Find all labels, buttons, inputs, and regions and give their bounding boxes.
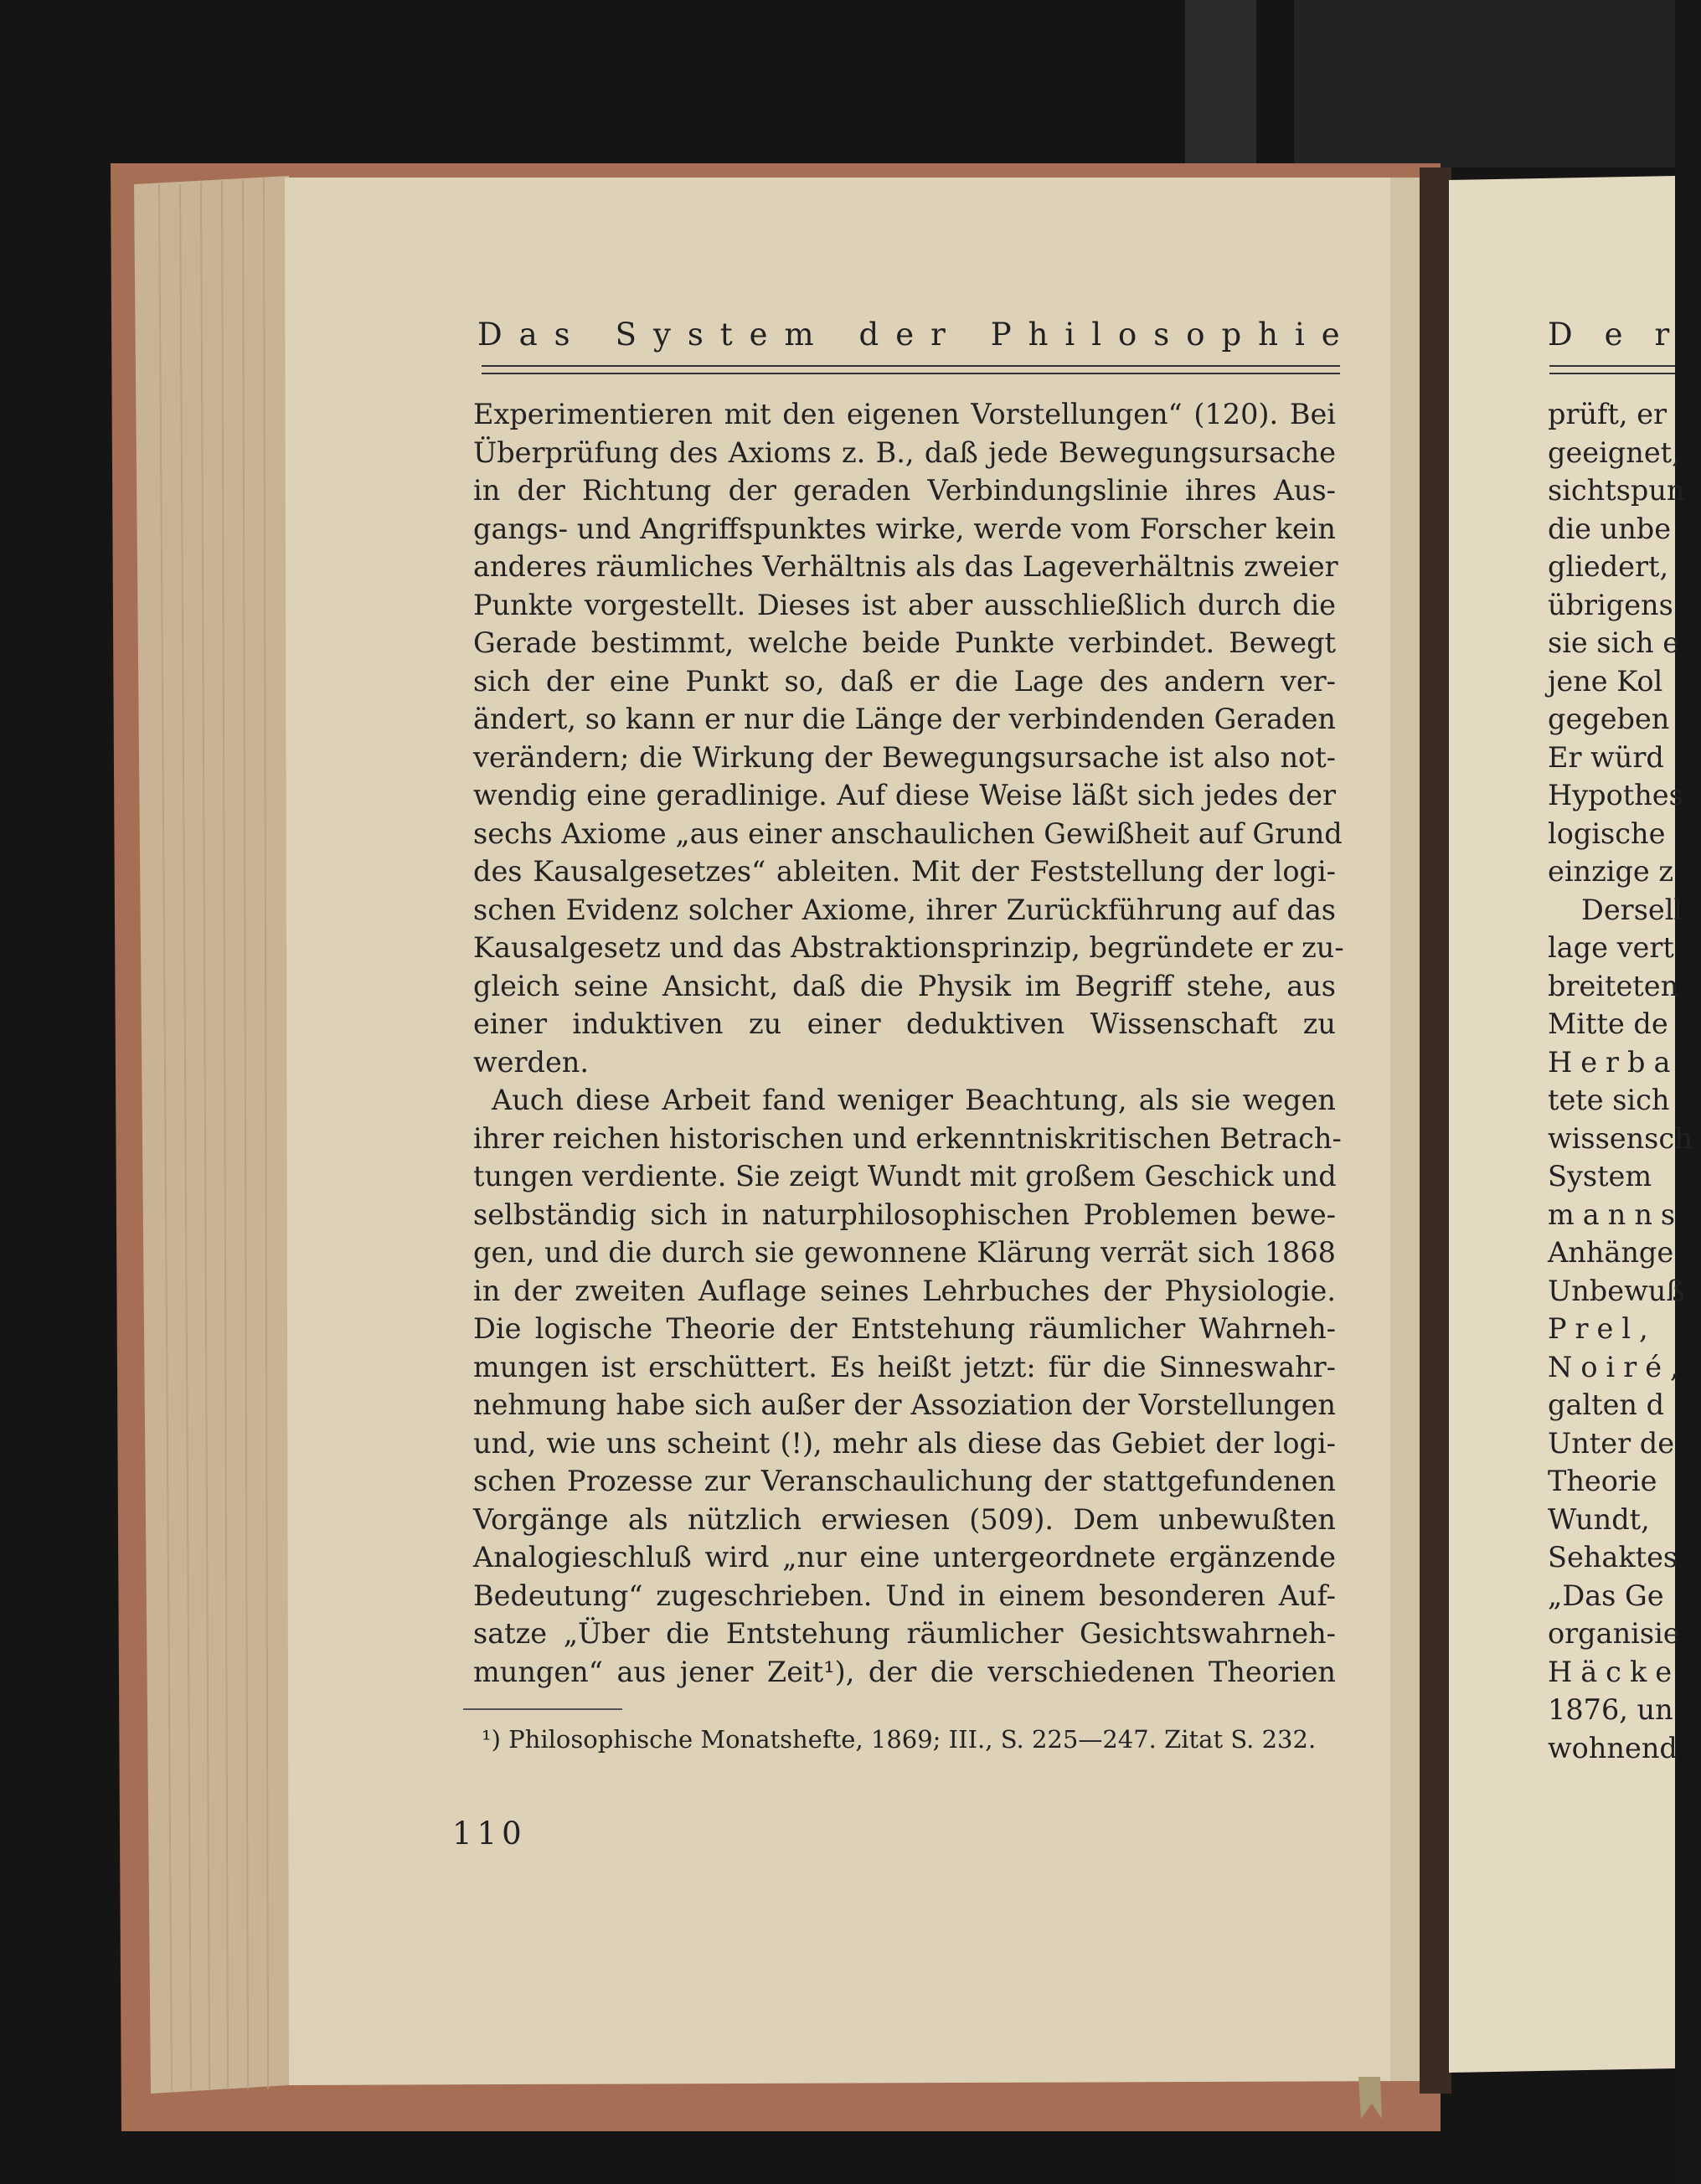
running-head-letter: y — [652, 317, 671, 353]
text-line: wohnend — [1548, 1731, 1678, 1764]
text-line: gliedert, — [1548, 550, 1669, 583]
text-line: übrigens — [1548, 588, 1673, 621]
running-head-letter: s — [687, 317, 704, 353]
book-gutter — [1420, 167, 1451, 2094]
running-head — [477, 317, 1340, 367]
text-line: wissensch — [1548, 1121, 1693, 1155]
text-line: sechs Axiome „aus einer anschaulichen Gewißheit auf Grund — [473, 816, 1343, 850]
running-head-letter: D — [477, 317, 503, 353]
running-head-letter: e — [749, 317, 768, 353]
text-line: Häcke — [1548, 1655, 1681, 1688]
text-line: tete sich — [1548, 1084, 1670, 1116]
text-line: wendig eine geradlinige. Auf diese Weise läßt sich jedes der — [473, 779, 1336, 811]
text-line: lage vert — [1548, 931, 1674, 964]
running-head-letter: p — [1221, 317, 1242, 353]
text-line: Die logische Theorie der Entstehung räumlicher Wahrneh- — [473, 1312, 1336, 1345]
text-line: Er würd — [1548, 740, 1664, 774]
running-head-letter: m — [784, 317, 814, 353]
text-line: verändern; die Wirkung der Bewegungsursache ist also not- — [473, 740, 1336, 774]
text-line: Vorgänge als nützlich erwiesen (509). Dem unbewußten — [473, 1502, 1336, 1536]
running-head-letter: s — [554, 317, 570, 353]
text-line: gleich seine Ansicht, daß die Physik im Begriff stehe, aus — [473, 969, 1336, 1002]
running-head-letter: t — [719, 317, 733, 353]
text-line: Anhänge — [1548, 1236, 1674, 1269]
text-line: „Das Ge — [1548, 1579, 1664, 1612]
text-line: Noiré, — [1548, 1350, 1688, 1383]
running-head-letter: e — [1321, 317, 1340, 353]
text-line: selbständig sich in naturphilosophischen Problemen bewe- — [473, 1198, 1336, 1231]
text-line: organisie — [1548, 1617, 1680, 1650]
text-line: geeignet, — [1548, 435, 1681, 469]
text-line: logische — [1548, 816, 1666, 850]
text-line: Bedeutung“ zugeschrieben. Und in einem besonderen Auf- — [473, 1579, 1336, 1612]
running-head-letter: l — [1091, 317, 1102, 353]
running-head-letter: o — [1186, 317, 1205, 353]
text-line: Kausalgesetz und das Abstraktionsprinzip, begründete er zu- — [473, 931, 1344, 964]
text-line: Auch diese Arbeit fand weniger Beachtung, als sie wegen — [492, 1084, 1336, 1116]
text-line: Experimentieren mit den eigenen Vorstellungen“ (120). Bei — [473, 398, 1336, 430]
text-line: sich der eine Punkt so, daß er die Lage des andern ver- — [473, 664, 1336, 698]
running-head-letter: h — [1258, 317, 1278, 353]
text-line: in der Richtung der geraden Verbindungslinie ihres Aus- — [473, 474, 1336, 507]
text-line: satze „Über die Entstehung räumlicher Gesichtswahrneh- — [473, 1617, 1336, 1650]
running-head-letter: h — [1028, 317, 1049, 353]
text-line: prüft, er — [1548, 398, 1667, 430]
text-line: ihrer reichen historischen und erkenntniskritischen Betrach- — [473, 1121, 1342, 1155]
text-line: werden. — [473, 1045, 590, 1079]
text-line: Punkte vorgestellt. Dieses ist aber ausschließlich durch die — [473, 588, 1336, 621]
text-line: sie sich e — [1548, 626, 1680, 659]
right-body-text — [1548, 395, 1693, 1767]
text-line: mungen“ aus jener Zeit¹), der die verschiedenen Theorien — [473, 1655, 1336, 1688]
text-line: Hypothes — [1548, 779, 1683, 811]
text-line: Herba — [1548, 1045, 1679, 1079]
text-line: Prel, — [1548, 1312, 1657, 1345]
footnote: ¹) Philosophische Monatshefte, 1869; III., S. 225—247. Zitat S. 232. — [482, 1725, 1317, 1754]
text-line: sichtspun — [1548, 474, 1685, 507]
text-line: gegeben — [1548, 703, 1670, 735]
text-line: mungen ist erschüttert. Es heißt jetzt: für die Sinneswahr- — [473, 1350, 1336, 1383]
text-line: Mitte de — [1548, 1007, 1668, 1040]
text-line: galten d — [1548, 1388, 1665, 1421]
running-head-letter: d — [858, 317, 879, 353]
text-line: einer induktiven zu einer deduktiven Wissenschaft zu — [473, 1007, 1336, 1040]
text-line: Analogieschluß wird „nur eine untergeordnete ergänzende — [473, 1541, 1336, 1574]
text-line: 1876, un — [1548, 1693, 1673, 1726]
footnote-rule — [463, 1708, 622, 1710]
text-line: Sehaktes — [1548, 1541, 1678, 1574]
running-head-letter: P — [990, 317, 1012, 353]
page-number: 110 — [452, 1816, 527, 1852]
running-head-letter: a — [518, 317, 538, 353]
running-head-letter: r — [930, 317, 946, 353]
text-line: schen Prozesse zur Veranschaulichung der stattgefundenen — [473, 1465, 1336, 1497]
text-line: gangs- und Angriffspunktes wirke, werde vom Forscher kein — [473, 512, 1336, 545]
text-line: die unbe — [1548, 512, 1672, 545]
text-line: gen, und die durch sie gewonnene Klärung verrät sich 1868 — [473, 1236, 1336, 1269]
text-line: System — [1548, 1160, 1652, 1192]
text-line: Unter de — [1548, 1426, 1675, 1460]
body-text — [473, 395, 1344, 1691]
right-running-head: Der — [1548, 317, 1701, 353]
running-head-letter: S — [615, 317, 637, 353]
text-line: tungen verdiente. Sie zeigt Wundt mit großem Geschick und — [473, 1160, 1337, 1192]
running-head-letter: s — [1153, 317, 1170, 353]
text-line: Dersell — [1581, 893, 1683, 926]
text-line: nehmung habe sich außer der Assoziation der Vorstellungen — [473, 1388, 1336, 1421]
text-line: jene Kol — [1548, 664, 1663, 698]
text-line: einzige z — [1548, 855, 1674, 888]
running-head-letter: e — [895, 317, 915, 353]
text-line: Unbewuß — [1548, 1274, 1685, 1307]
text-line: des Kausalgesetzes“ ableiten. Mit der Feststellung der logi- — [473, 855, 1336, 888]
text-line: und, wie uns scheint (!), mehr als diese das Gebiet der logi- — [473, 1426, 1336, 1460]
text-line: ändert, so kann er nur die Länge der verbindenden Geraden — [473, 703, 1336, 735]
text-line: in der zweiten Auflage seines Lehrbuches der Physiologie. — [473, 1274, 1336, 1307]
text-line: Wundt, — [1548, 1502, 1650, 1536]
text-line: Gerade bestimmt, welche beide Punkte verbindet. Bewegt — [473, 626, 1336, 659]
running-head-letter: o — [1118, 317, 1137, 353]
text-line: manns — [1548, 1198, 1684, 1231]
text-line: Überprüfung des Axioms z. B., daß jede Bewegungsursache — [473, 435, 1336, 469]
running-head-letter: i — [1294, 317, 1305, 353]
running-head-letter: i — [1064, 317, 1075, 353]
text-line: anderes räumliches Verhältnis als das Lageverhältnis zweier — [473, 550, 1338, 583]
text-line: Theorie — [1548, 1465, 1657, 1497]
text-line: schen Evidenz solcher Axiome, ihrer Zurückführung auf das — [473, 893, 1336, 926]
text-line: breiteten — [1548, 969, 1679, 1002]
